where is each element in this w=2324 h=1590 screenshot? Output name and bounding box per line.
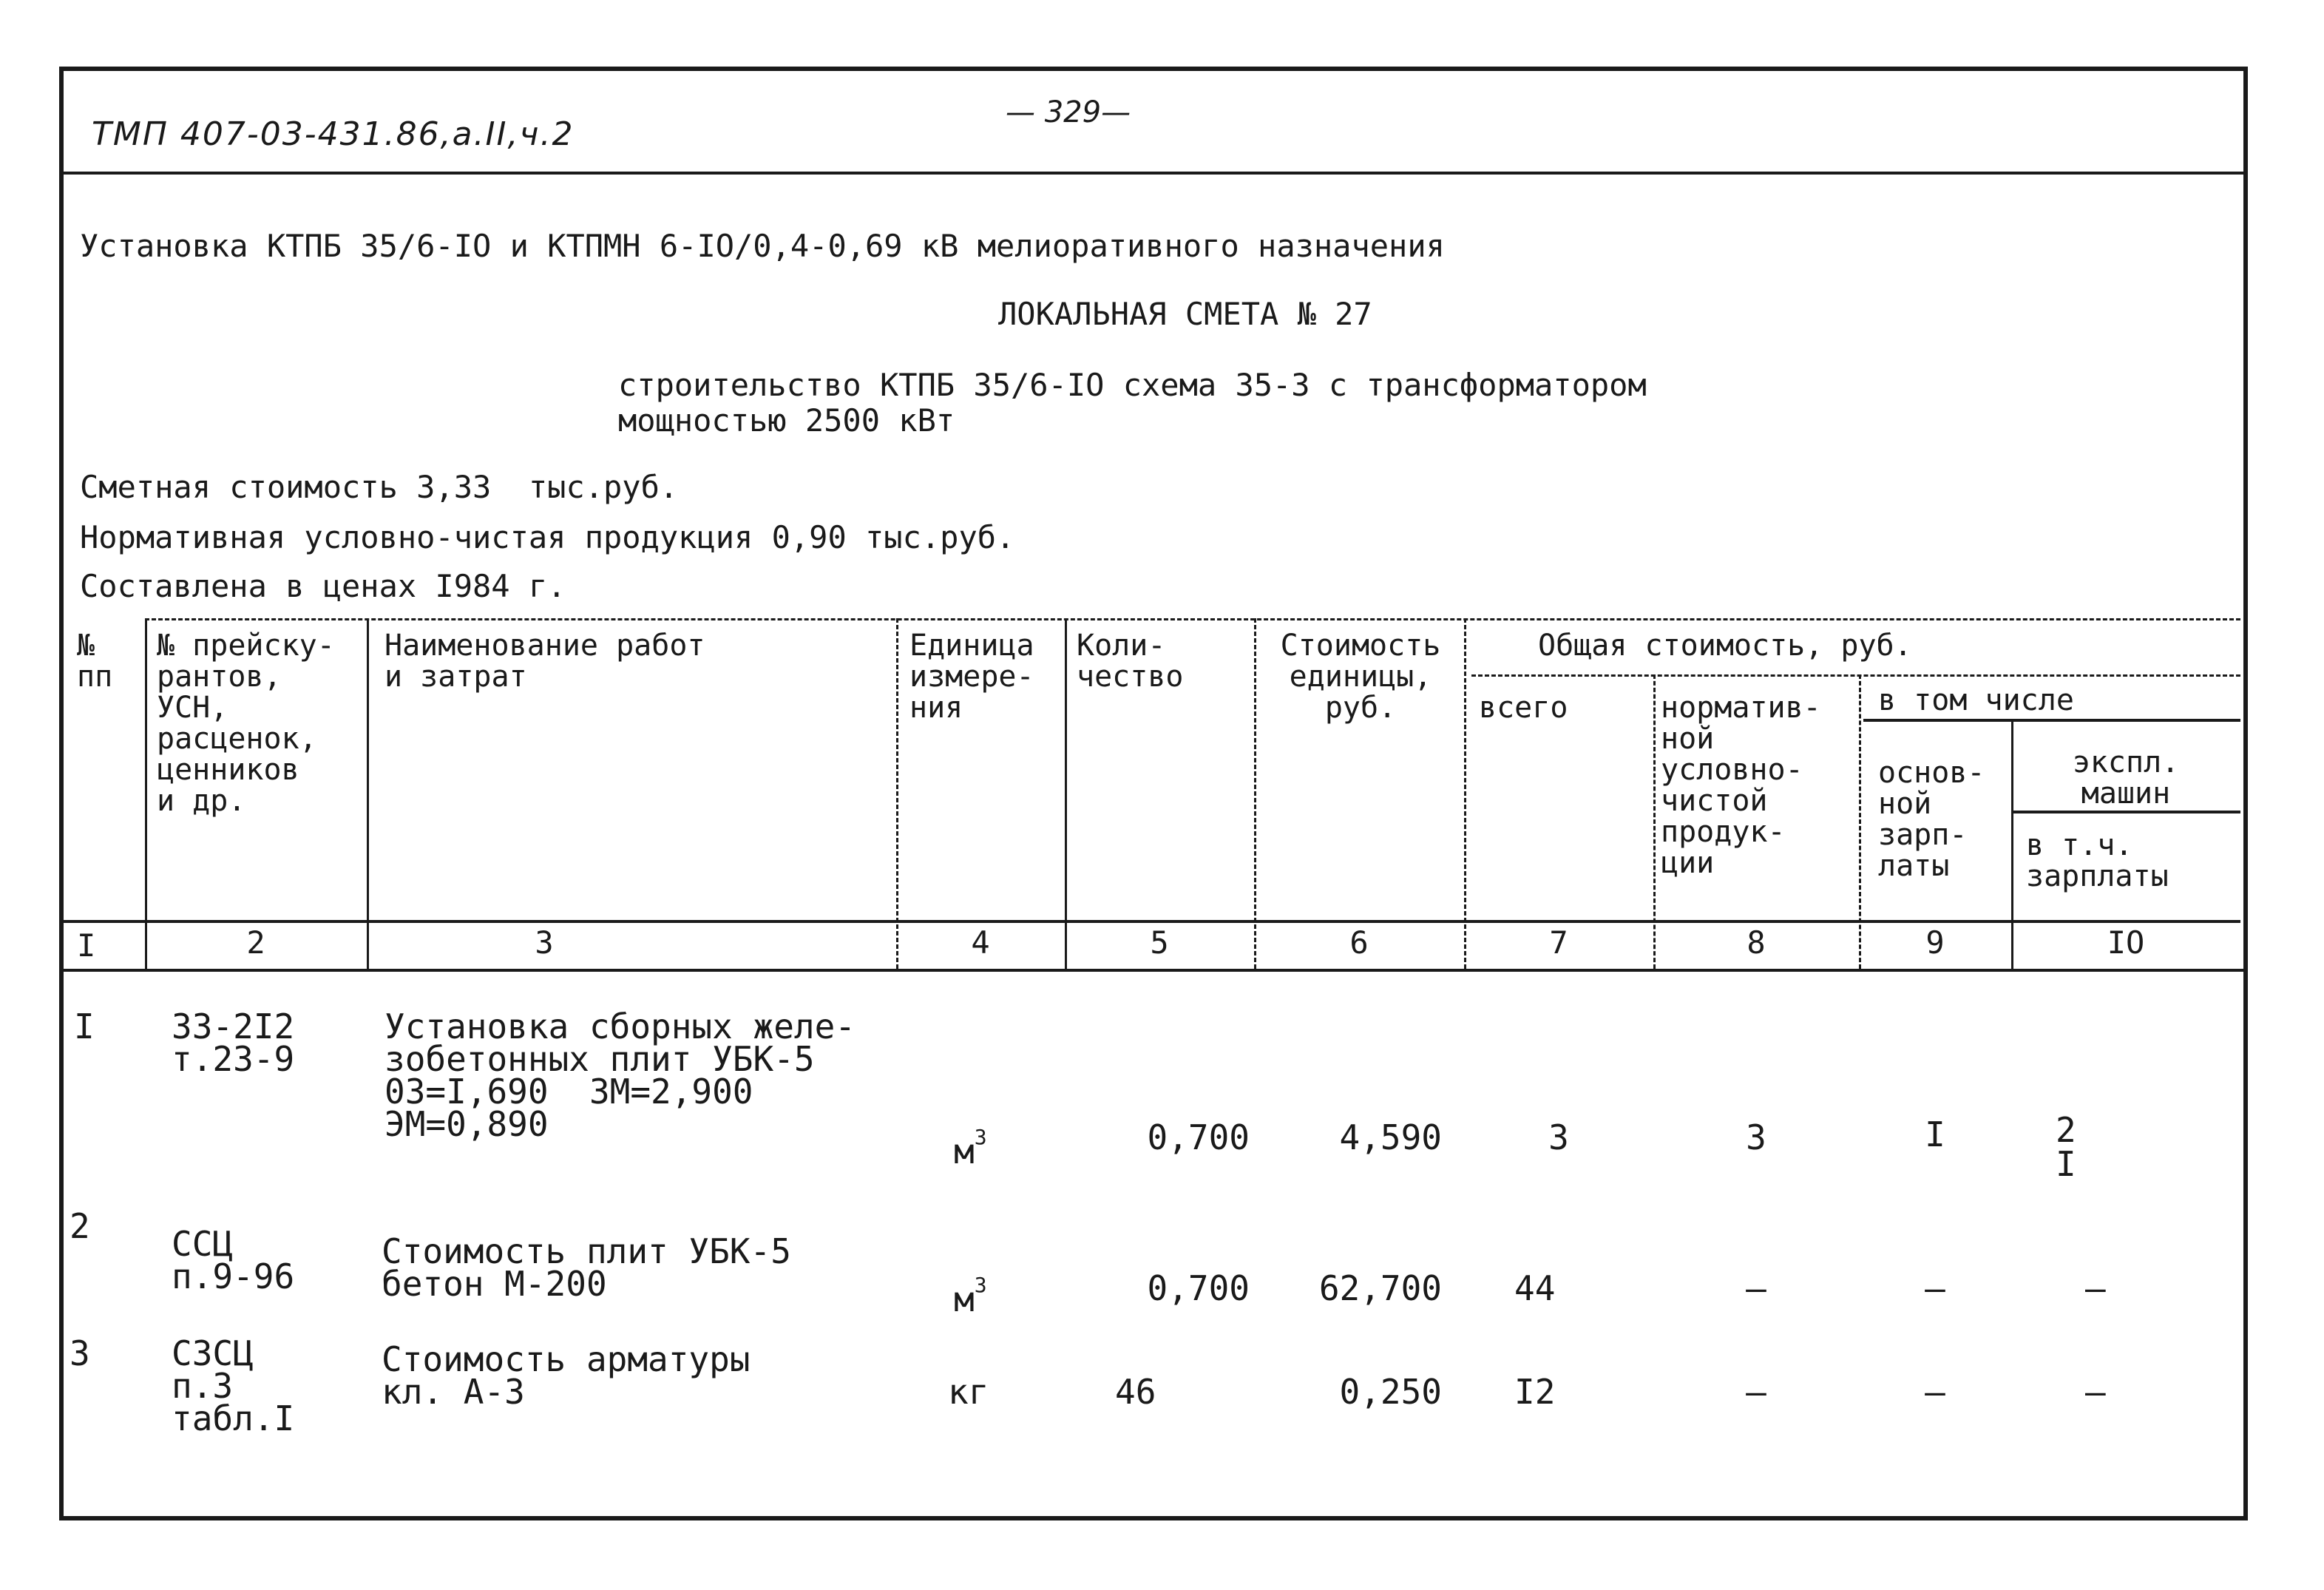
table-row-3-qty: 46: [1115, 1372, 1156, 1412]
table-row-2-qty: 0,700: [1147, 1268, 1250, 1308]
table-top-rule: [145, 618, 2240, 620]
header-machine-wages: в т.ч. зарплаты: [2026, 828, 2169, 893]
col-number-1: I: [77, 927, 96, 964]
col-sep-7: [1653, 674, 1656, 969]
column-number-rule: [64, 969, 2245, 972]
header-qty: Коли- чество: [1077, 629, 1184, 694]
table-row-3-wage: –: [1925, 1372, 1945, 1412]
table-row-3-unit: кг: [948, 1372, 989, 1412]
table-row-3-total: I2: [1514, 1372, 1556, 1412]
col-number-3: 3: [535, 924, 554, 961]
table-row-1-num: I: [74, 1007, 95, 1046]
col-sep-3: [896, 618, 898, 969]
col-number-8: 8: [1747, 924, 1766, 961]
table-row-2-wage: –: [1925, 1268, 1945, 1308]
table-row-2-total: 44: [1514, 1268, 1556, 1308]
table-row-2-net: –: [1746, 1268, 1766, 1308]
table-row-1-unit-cost: 4,590: [1339, 1117, 1442, 1157]
col-sep-5: [1254, 618, 1256, 969]
table-row-2-num: 2: [70, 1206, 90, 1246]
machine-split-rule: [2011, 811, 2240, 813]
page-number: — 329—: [1006, 95, 1131, 129]
table-row-1-qty: 0,700: [1147, 1117, 1250, 1157]
col-number-4: 4: [971, 924, 990, 961]
table-row-2-code: ССЦ п.9-96: [172, 1224, 295, 1296]
price-basis: Составлена в ценах I984 г.: [80, 568, 566, 604]
table-row-1-unit-text: м: [954, 1131, 975, 1171]
table-row-3-num: 3: [70, 1333, 90, 1373]
table-row-1-machine-wage: I: [2056, 1144, 2076, 1184]
estimate-subtitle-line2: мощностью 2500 кВт: [618, 402, 955, 439]
col-sep-8: [1859, 674, 1861, 969]
header-bottom-rule: [64, 920, 2240, 923]
header-net-product: норматив- ной условно- чистой продук- ции: [1661, 691, 1821, 880]
col-sep-4: [1065, 618, 1067, 969]
header-total-cost: Общая стоимость, руб.: [1538, 629, 1912, 663]
table-row-2-machine: –: [2085, 1268, 2106, 1308]
header-total: всего: [1479, 691, 1568, 725]
col-number-5: 5: [1150, 924, 1169, 961]
table-row-1-machine: 2: [2056, 1110, 2076, 1150]
header-unit: Единица измере- ния: [909, 629, 1034, 725]
col-sep-6: [1464, 618, 1466, 969]
col-number-7: 7: [1549, 924, 1568, 961]
total-cost-rule: [1471, 674, 2240, 677]
net-product: Нормативная условно-чистая продукция 0,90 тыс.руб.: [80, 519, 1015, 555]
col-sep-1: [145, 618, 147, 969]
estimated-cost: Сметная стоимость 3,33 тыс.руб.: [80, 469, 679, 505]
document-reference: ТМП 407-03-431.86,а.II,ч.2: [92, 115, 575, 153]
incl-rule: [1863, 719, 2240, 722]
col-number-2: 2: [246, 924, 265, 961]
table-row-1-wage: I: [1925, 1114, 1945, 1154]
table-row-1-total: 3: [1548, 1117, 1569, 1157]
header-machines: экспл. машин: [2072, 745, 2180, 811]
table-row-2-unit-exponent: 3: [974, 1273, 987, 1297]
col-number-10: IO: [2107, 924, 2145, 961]
table-row-3-net: –: [1746, 1372, 1766, 1412]
table-row-1-unit-exponent: 3: [974, 1125, 987, 1149]
table-row-3-unit-cost: 0,250: [1339, 1372, 1442, 1412]
table-row-1-name: Установка сборных желе- зобетонных плит УБК-5 03=I,690 ЗМ=2,900 ЭМ=0,890: [384, 1007, 856, 1144]
table-row-3-code: СЗСЦ п.3 табл.I: [172, 1333, 295, 1438]
col-number-6: 6: [1349, 924, 1369, 961]
table-row-1-net: 3: [1746, 1117, 1766, 1157]
header-including: в том числе: [1878, 683, 2074, 717]
table-row-1-code: 33-2I2 т.23-9: [172, 1007, 295, 1079]
table-row-2-name: Стоимость плит УБК-5 бетон М-200: [382, 1231, 791, 1304]
table-row-2-unit-cost: 62,700: [1318, 1268, 1442, 1308]
table-row-3-machine: –: [2085, 1372, 2106, 1412]
col-number-9: 9: [1925, 924, 1945, 961]
header-num: № пп: [77, 629, 113, 694]
estimate-subtitle-line1: строительство КТПБ 35/6-IO схема 35-3 с трансформатором: [618, 367, 1647, 403]
header-unit-cost: Стоимость единицы, руб.: [1280, 629, 1441, 725]
table-row-3-name: Стоимость арматуры кл. А-3: [382, 1339, 751, 1412]
object-title: Установка КТПБ 35/6-IO и КТПМН 6-IO/0,4-0,69 кВ мелиоративного назначения: [80, 228, 1445, 264]
stamp-divider: [64, 172, 2243, 175]
header-code: № прейску- рантов, УСН, расценок, ценников и др.: [157, 629, 335, 818]
table-row-1-unit: [954, 1121, 987, 1171]
header-name: Наименование работ и затрат: [384, 629, 705, 694]
table-row-2-unit-text: м: [954, 1279, 975, 1319]
col-sep-2: [367, 618, 369, 969]
table-row-2-unit: [954, 1269, 987, 1319]
header-wages: основ- ной зарп- латы: [1878, 756, 1985, 883]
estimate-title: ЛОКАЛЬНАЯ СМЕТА № 27: [998, 296, 1372, 332]
